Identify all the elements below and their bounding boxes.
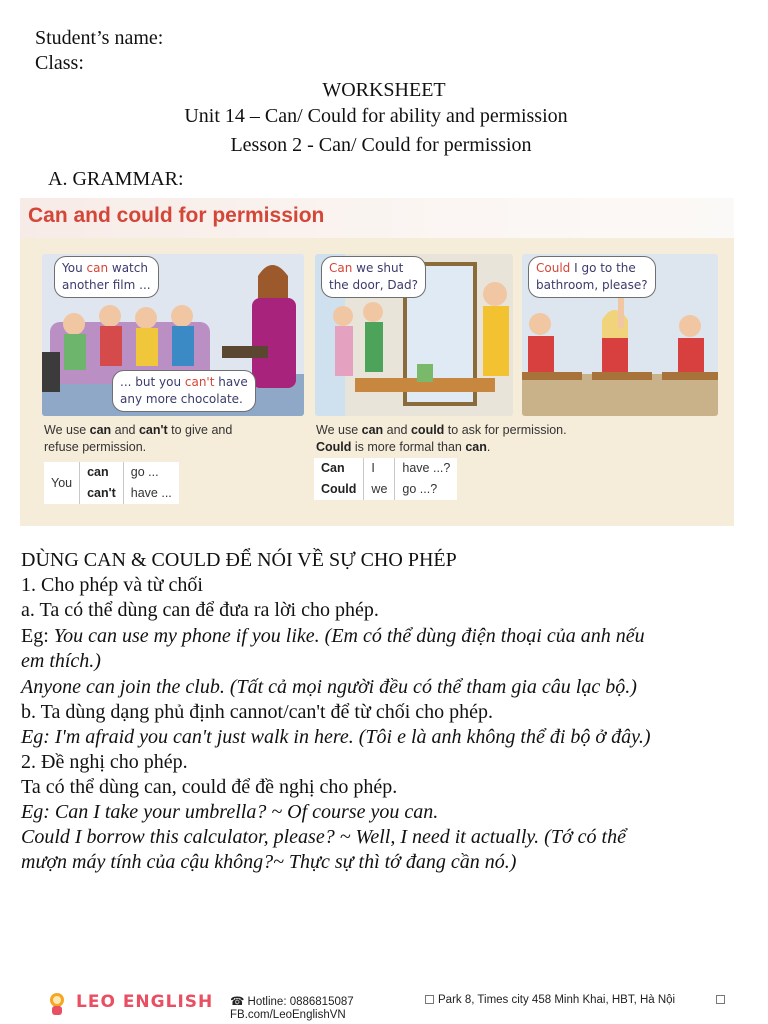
example-2: Anyone can join the club. (Tất cả mọi người đều có thể tham gia câu lạc bộ.)	[21, 676, 637, 698]
table-cell: can	[80, 462, 124, 483]
address-text: Park 8, Times city 458 Minh Khai, HBT, Hà Nội	[425, 994, 675, 1006]
table-cell: You	[51, 475, 73, 490]
section-a-heading: A. GRAMMAR:	[48, 168, 184, 190]
worksheet-title: WORKSHEET	[322, 79, 446, 101]
example-5: Could I borrow this calculator, please? ~ Well, I need it actually. (Tớ có thể	[21, 826, 626, 848]
table-cell: we	[364, 479, 395, 500]
example-4: Eg: Can I take your umbrella? ~ Of course you can.	[21, 801, 439, 823]
table-cell: Could	[321, 482, 357, 496]
example-3: Eg: I'm afraid you can't just walk in here. (Tôi e là anh không thể đi bộ ở đây.)	[21, 726, 651, 748]
section-1-title: 1. Cho phép và từ chối	[21, 574, 203, 596]
table-cell: I	[364, 458, 395, 479]
section-2-title: 2. Đề nghị cho phép.	[21, 751, 188, 773]
body-heading: DÙNG CAN & COULD ĐỂ NÓI VỀ SỰ CHO PHÉP	[21, 549, 457, 571]
table-cell: Can	[321, 461, 345, 475]
speech-bubble-you-can-watch: You can watch another film ...	[54, 256, 159, 298]
speech-bubble-could-i-go: Could I go to the bathroom, please?	[528, 256, 656, 298]
table-cell: go ...?	[395, 479, 457, 500]
example-5-continued: mượn máy tính của cậu không?~ Thực sự thì tớ đang cần nó.)	[21, 851, 517, 873]
lesson-title: Lesson 2 - Can/ Could for permission	[230, 134, 532, 156]
unit-title: Unit 14 – Can/ Could for ability and permission	[184, 105, 568, 127]
grammar-table-can-could	[314, 458, 457, 500]
hotline-text: ☎ Hotline: 0886815087	[230, 996, 354, 1008]
grammar-table-you-can	[44, 462, 179, 504]
section-1b-text: b. Ta dùng dạng phủ định cannot/can't để từ chối cho phép.	[21, 701, 494, 723]
example-1-continued: em thích.)	[21, 650, 101, 672]
class-label: Class:	[35, 52, 84, 74]
table-row	[314, 479, 457, 500]
student-name-label: Student’s name:	[35, 27, 164, 49]
table-cell: can't	[80, 483, 124, 504]
note-give-refuse-permission: We use can and can't to give and refuse permission.	[44, 423, 233, 454]
section-1a-text: a. Ta có thể dùng can để đưa ra lời cho phép.	[21, 599, 379, 621]
trailing-bullet-icon	[716, 994, 729, 1006]
bullet-icon	[425, 995, 434, 1004]
note-ask-permission: We use can and could to ask for permission. Could is more formal than can.	[316, 423, 567, 454]
table-row	[44, 462, 179, 483]
section-2a-text: Ta có thể dùng can, could để đề nghị cho phép.	[21, 776, 398, 798]
grammar-image	[20, 198, 734, 526]
example-1: Eg: You can use my phone if you like. (Em có thể dùng điện thoại của anh nếu	[21, 625, 645, 647]
footer	[0, 988, 768, 1024]
facebook-link[interactable]: FB.com/LeoEnglishVN	[230, 1009, 346, 1021]
grammar-image-title: Can and could for permission	[28, 204, 325, 227]
table-row	[314, 458, 457, 479]
leo-mascot-icon	[46, 992, 68, 1021]
speech-bubble-can-we-shut: Can we shut the door, Dad?	[321, 256, 426, 298]
table-cell: have ...?	[395, 458, 457, 479]
grammar-image-header	[20, 198, 734, 238]
speech-bubble-you-cant-have: ... but you can't have any more chocolate.	[112, 370, 256, 412]
table-cell: go ...	[123, 462, 179, 483]
leo-english-logo: LEO ENGLISH	[76, 992, 214, 1012]
table-cell: have ...	[123, 483, 179, 504]
